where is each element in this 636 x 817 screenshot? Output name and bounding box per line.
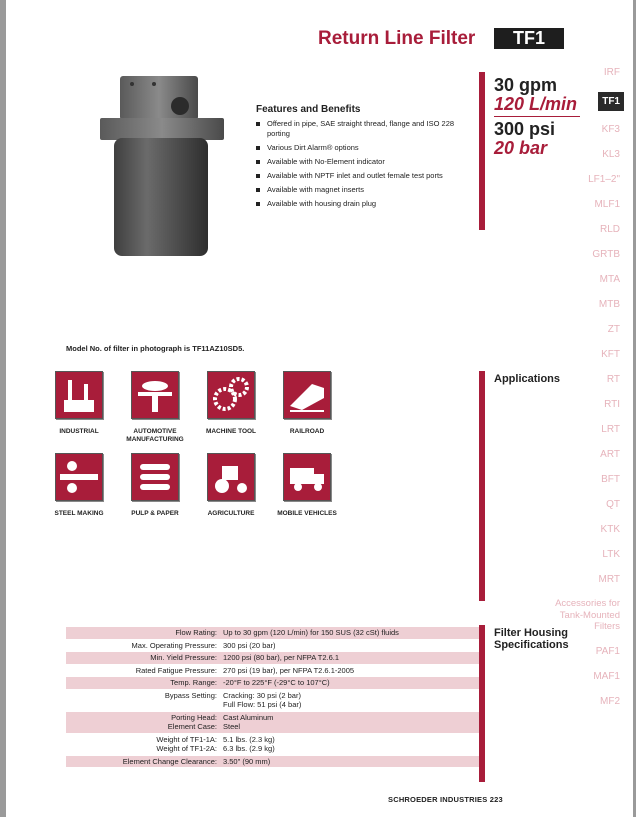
- sidenav-item[interactable]: PAF1: [595, 645, 620, 657]
- sidenav-item[interactable]: LF1–2": [588, 174, 620, 185]
- housing-heading: Filter Housing Specifications: [494, 627, 569, 651]
- truck-icon: [283, 453, 331, 501]
- tile-mobile-vehicles: MOBILE VEHICLES: [262, 453, 352, 518]
- sidenav-item[interactable]: MAF1: [593, 670, 620, 682]
- filter-photo: [92, 76, 232, 266]
- spec-value: 3.50" (90 mm): [220, 755, 479, 768]
- spec-key: Element Change Clearance:: [66, 755, 220, 768]
- features-section: [256, 104, 466, 213]
- product-sidenav: [548, 66, 620, 720]
- applications-heading: Applications: [494, 373, 561, 385]
- spec-row: [66, 711, 479, 733]
- applications-red-bar: [479, 371, 485, 601]
- spec-value: Cracking: 30 psi (2 bar) Full Flow: 51 psi (4 bar): [220, 689, 479, 711]
- sidenav-item[interactable]: RLD: [599, 224, 620, 235]
- spec-red-bar: [479, 72, 485, 230]
- sidenav-item[interactable]: RTI: [604, 399, 620, 410]
- sidenav-item[interactable]: MF2: [600, 695, 620, 707]
- tractor-icon: [207, 453, 255, 501]
- sidenav-item[interactable]: LTK: [602, 549, 620, 560]
- feature-item: Various Dirt Alarm® options: [256, 143, 466, 153]
- spec-key: Max. Operating Pressure:: [66, 639, 220, 652]
- tile-industrial: INDUSTRIAL: [34, 371, 124, 436]
- page-title: Return Line Filter: [318, 28, 476, 49]
- sidenav-item[interactable]: ART: [600, 449, 620, 460]
- features-heading: Features and Benefits: [256, 104, 361, 115]
- sidenav-item[interactable]: MTB: [598, 299, 620, 310]
- spec-value: Cast Aluminum Steel: [220, 711, 479, 733]
- spec-row: [66, 639, 479, 652]
- sidenav-item[interactable]: KTK: [600, 524, 620, 535]
- tile-machine-tool: MACHINE TOOL: [186, 371, 276, 436]
- sidenav-item[interactable]: BFT: [601, 474, 620, 485]
- steel-icon: [55, 453, 103, 501]
- spec-value: Up to 30 gpm (120 L/min) for 150 SUS (32 cSt) fluids: [220, 627, 479, 639]
- sidenav-item[interactable]: QT: [606, 499, 620, 510]
- sidenav-item[interactable]: LRT: [601, 424, 620, 435]
- tile-automotive: AUTOMOTIVE MANUFACTURING: [110, 371, 200, 443]
- spec-row: [66, 689, 479, 711]
- spec-row: [66, 627, 479, 639]
- sidenav-item[interactable]: MTA: [599, 274, 620, 285]
- spec-key: Bypass Setting:: [66, 689, 220, 711]
- page-edge-left: [0, 0, 6, 817]
- spec-value: -20°F to 225°F (-29°C to 107°C): [220, 677, 479, 690]
- feature-item: Available with housing drain plug: [256, 199, 466, 209]
- industrial-icon: [55, 371, 103, 419]
- automotive-icon: [131, 371, 179, 419]
- sidenav-item[interactable]: GRTB: [592, 249, 620, 260]
- page-footer: SCHROEDER INDUSTRIES 223: [388, 795, 503, 804]
- housing-red-bar: [479, 625, 485, 782]
- spec-value: 5.1 lbs. (2.3 kg) 6.3 lbs. (2.9 kg): [220, 733, 479, 755]
- spec-row: [66, 652, 479, 665]
- train-icon: [283, 371, 331, 419]
- feature-item: Available with NPTF inlet and outlet female test ports: [256, 171, 466, 181]
- sidenav-item[interactable]: MRT: [598, 574, 620, 585]
- spec-key: Weight of TF1-1A: Weight of TF1-2A:: [66, 733, 220, 755]
- spec-value: 1200 psi (80 bar), per NFPA T2.6.1: [220, 652, 479, 665]
- pressure-bar: 20 bar: [494, 138, 548, 158]
- spec-key: Porting Head: Element Case:: [66, 711, 220, 733]
- spec-value: 300 psi (20 bar): [220, 639, 479, 652]
- spec-row: [66, 664, 479, 677]
- model-badge: TF1: [494, 28, 564, 49]
- housing-spec-table: [66, 627, 479, 768]
- sidenav-item[interactable]: KF3: [601, 124, 620, 135]
- model-note: Model No. of filter in photograph is TF11AZ10SD5.: [66, 344, 245, 353]
- sidenav-item[interactable]: TF1: [598, 92, 624, 111]
- sidenav-item[interactable]: IRF: [603, 67, 620, 78]
- pressure-psi: 300 psi: [494, 119, 556, 139]
- sidenav-item[interactable]: RT: [606, 374, 620, 385]
- gears-icon: [207, 371, 255, 419]
- spec-key: Rated Fatigue Pressure:: [66, 664, 220, 677]
- sidenav-item[interactable]: MLF1: [594, 199, 620, 210]
- tile-railroad: RAILROAD: [262, 371, 352, 436]
- rollers-icon: [131, 453, 179, 501]
- tile-agriculture: AGRICULTURE: [186, 453, 276, 518]
- feature-item: Available with No-Element indicator: [256, 157, 466, 167]
- spec-row: [66, 733, 479, 755]
- spec-key: Temp. Range:: [66, 677, 220, 690]
- spec-key: Min. Yield Pressure:: [66, 652, 220, 665]
- features-list: [256, 119, 466, 209]
- spec-key: Flow Rating:: [66, 627, 220, 639]
- sidenav-item[interactable]: KL3: [602, 149, 620, 160]
- feature-item: Offered in pipe, SAE straight thread, flange and ISO 228 porting: [256, 119, 466, 139]
- tile-pulp-paper: PULP & PAPER: [110, 453, 200, 518]
- feature-item: Available with magnet inserts: [256, 185, 466, 195]
- spec-row: [66, 755, 479, 768]
- spec-row: [66, 677, 479, 690]
- sidenav-item[interactable]: Accessories for Tank-Mounted Filters: [555, 598, 620, 632]
- flow-gpm: 30 gpm: [494, 75, 558, 95]
- spec-value: 270 psi (19 bar), per NFPA T2.6.1-2005: [220, 664, 479, 677]
- flow-lmin: 120 L/min: [494, 94, 578, 114]
- sidenav-item[interactable]: ZT: [607, 324, 620, 335]
- tile-steel-making: STEEL MAKING: [34, 453, 124, 518]
- sidenav-item[interactable]: KFT: [601, 349, 620, 360]
